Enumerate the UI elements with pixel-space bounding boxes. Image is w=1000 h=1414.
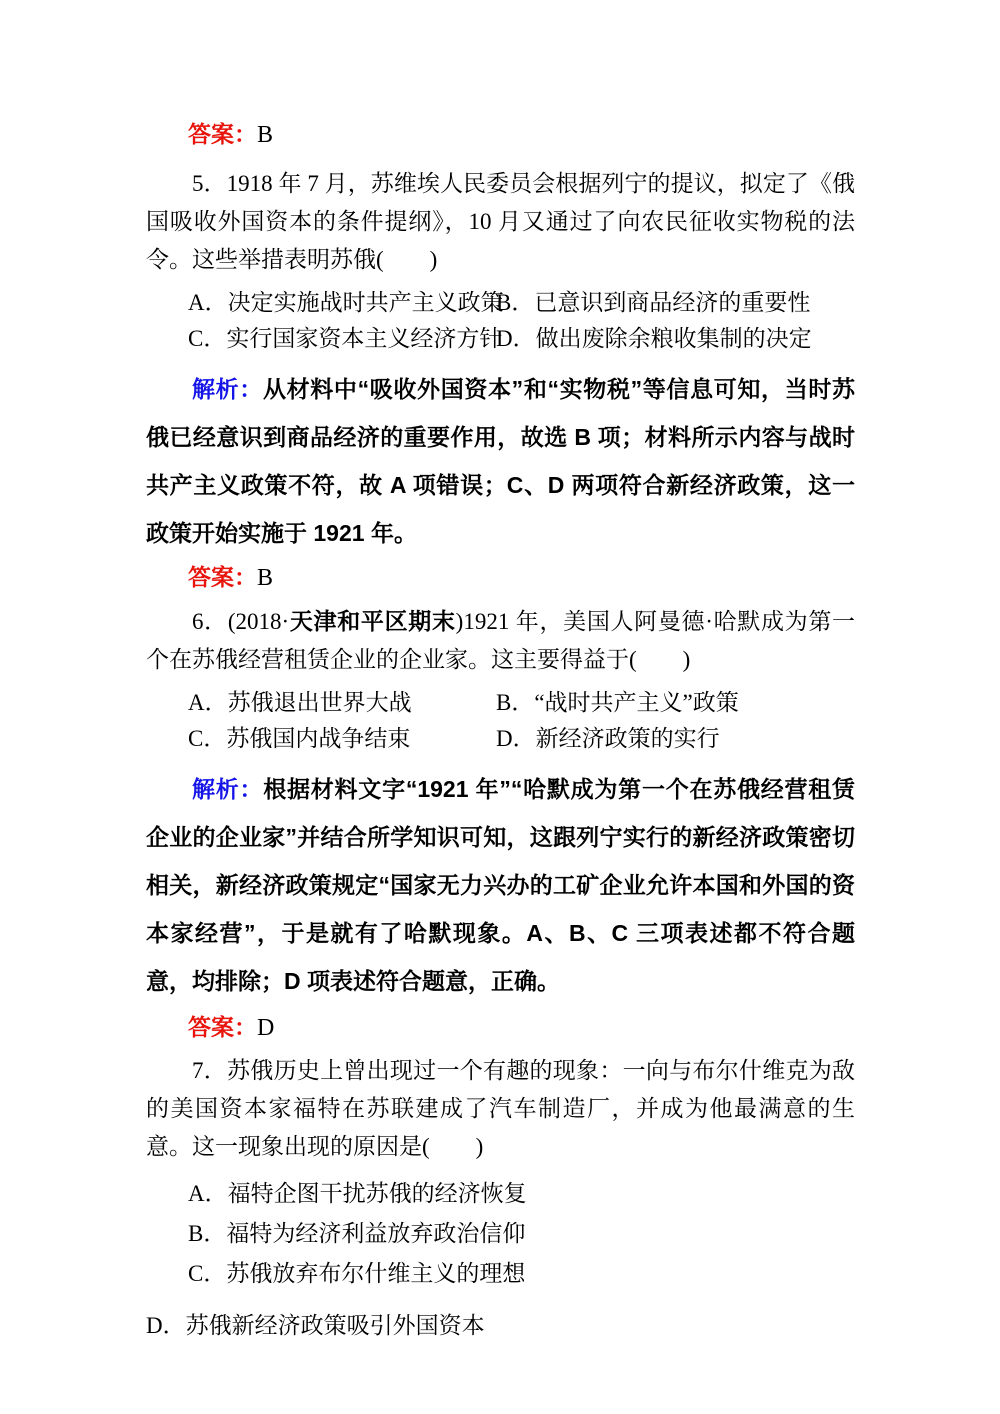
question-6-stem (146, 602, 855, 679)
option-row (188, 1174, 855, 1214)
question-6-option-d: D．新经济政策的实行 (496, 726, 720, 751)
answer-value-q6: D (257, 1015, 275, 1041)
option-row (188, 1214, 855, 1254)
stem-text: 6．(2018· (192, 609, 290, 634)
analysis-label: 解析： (192, 376, 263, 402)
question-6-option-b: B．“战时共产主义”政策 (496, 690, 739, 715)
answer-label: 答案： (188, 564, 257, 590)
question-5-options (188, 285, 855, 357)
answer-line-q4 (188, 118, 855, 151)
answer-value-q4: B (257, 122, 274, 148)
question-5-analysis (146, 365, 855, 557)
stem-text: )1921 年，美国人阿曼德·哈默成为第一个在苏俄经营租赁企业的企业家。这主要得益于( ) (146, 609, 855, 672)
analysis-text: 从材料中“吸收外国资本”和“实物税”等信息可知，当时苏俄已经意识到商品经济的重要作用，故选 B 项；材料所示内容与战时共产主义政策不符，故 A 项错误；C、D 两项符合新经济政策，这一政策开始实施于 1921 年。 (146, 376, 856, 546)
answer-label: 答案： (188, 121, 257, 147)
question-7-stem: 7．苏俄历史上曾出现过一个有趣的现象：一向与布尔什维克为敌的美国资本家福特在苏联建成了汽车制造厂，并成为他最满意的生意。这一现象出现的原因是( ) (146, 1058, 855, 1159)
question-7-option-b: B．福特为经济利益放弃政治信仰 (188, 1221, 526, 1246)
option-row (188, 321, 855, 357)
question-7-options (188, 1174, 855, 1294)
source-tag: 天津和平区期末 (289, 608, 456, 634)
question-5-option-d: D．做出废除余粮收集制的决定 (496, 326, 812, 351)
question-7-option-c: C．苏俄放弃布尔什维主义的理想 (188, 1261, 526, 1286)
answer-label: 答案： (188, 1014, 257, 1040)
answer-line-q6 (188, 1011, 855, 1044)
question-5-stem: 5．1918 年 7 月，苏维埃人民委员会根据列宁的提议，拟定了《俄国吸收外国资本的条件提纲》，10 月又通过了向农民征收实物税的法令。这些举措表明苏俄( ) (146, 171, 855, 272)
option-row (188, 285, 855, 321)
option-row (188, 1254, 855, 1294)
option-row (188, 685, 855, 721)
question-6-options (188, 685, 855, 757)
question-6-option-c: C．苏俄国内战争结束 (188, 726, 411, 751)
question-5-option-c: C．实行国家资本主义经济方针 (188, 326, 503, 351)
analysis-text: 根据材料文字“1921 年”“哈默成为第一个在苏俄经营租赁企业的企业家”并结合所学知识可知，这跟列宁实行的新经济政策密切相关，新经济政策规定“国家无力兴办的工矿企业允许本国和外国的资本家经营”，于是就有了哈默现象。A、B、C 三项表述都不符合题意，均排除；D 项表述符合题意，正确。 (146, 776, 856, 994)
option-row (188, 721, 855, 757)
answer-line-q5 (188, 561, 855, 594)
question-5-option-b: B．已意识到商品经济的重要性 (496, 290, 811, 315)
answer-value-q5: B (257, 565, 274, 591)
question-7-option-a: A．福特企图干扰苏俄的经济恢复 (188, 1181, 527, 1206)
question-6-analysis (146, 765, 855, 1005)
question-7-option-d: D．苏俄新经济政策吸引外国资本 (146, 1313, 485, 1338)
question-5-option-a: A．决定实施战时共产主义政策 (188, 290, 504, 315)
question-6-option-a: A．苏俄退出世界大战 (188, 690, 412, 715)
analysis-label: 解析： (192, 776, 264, 802)
